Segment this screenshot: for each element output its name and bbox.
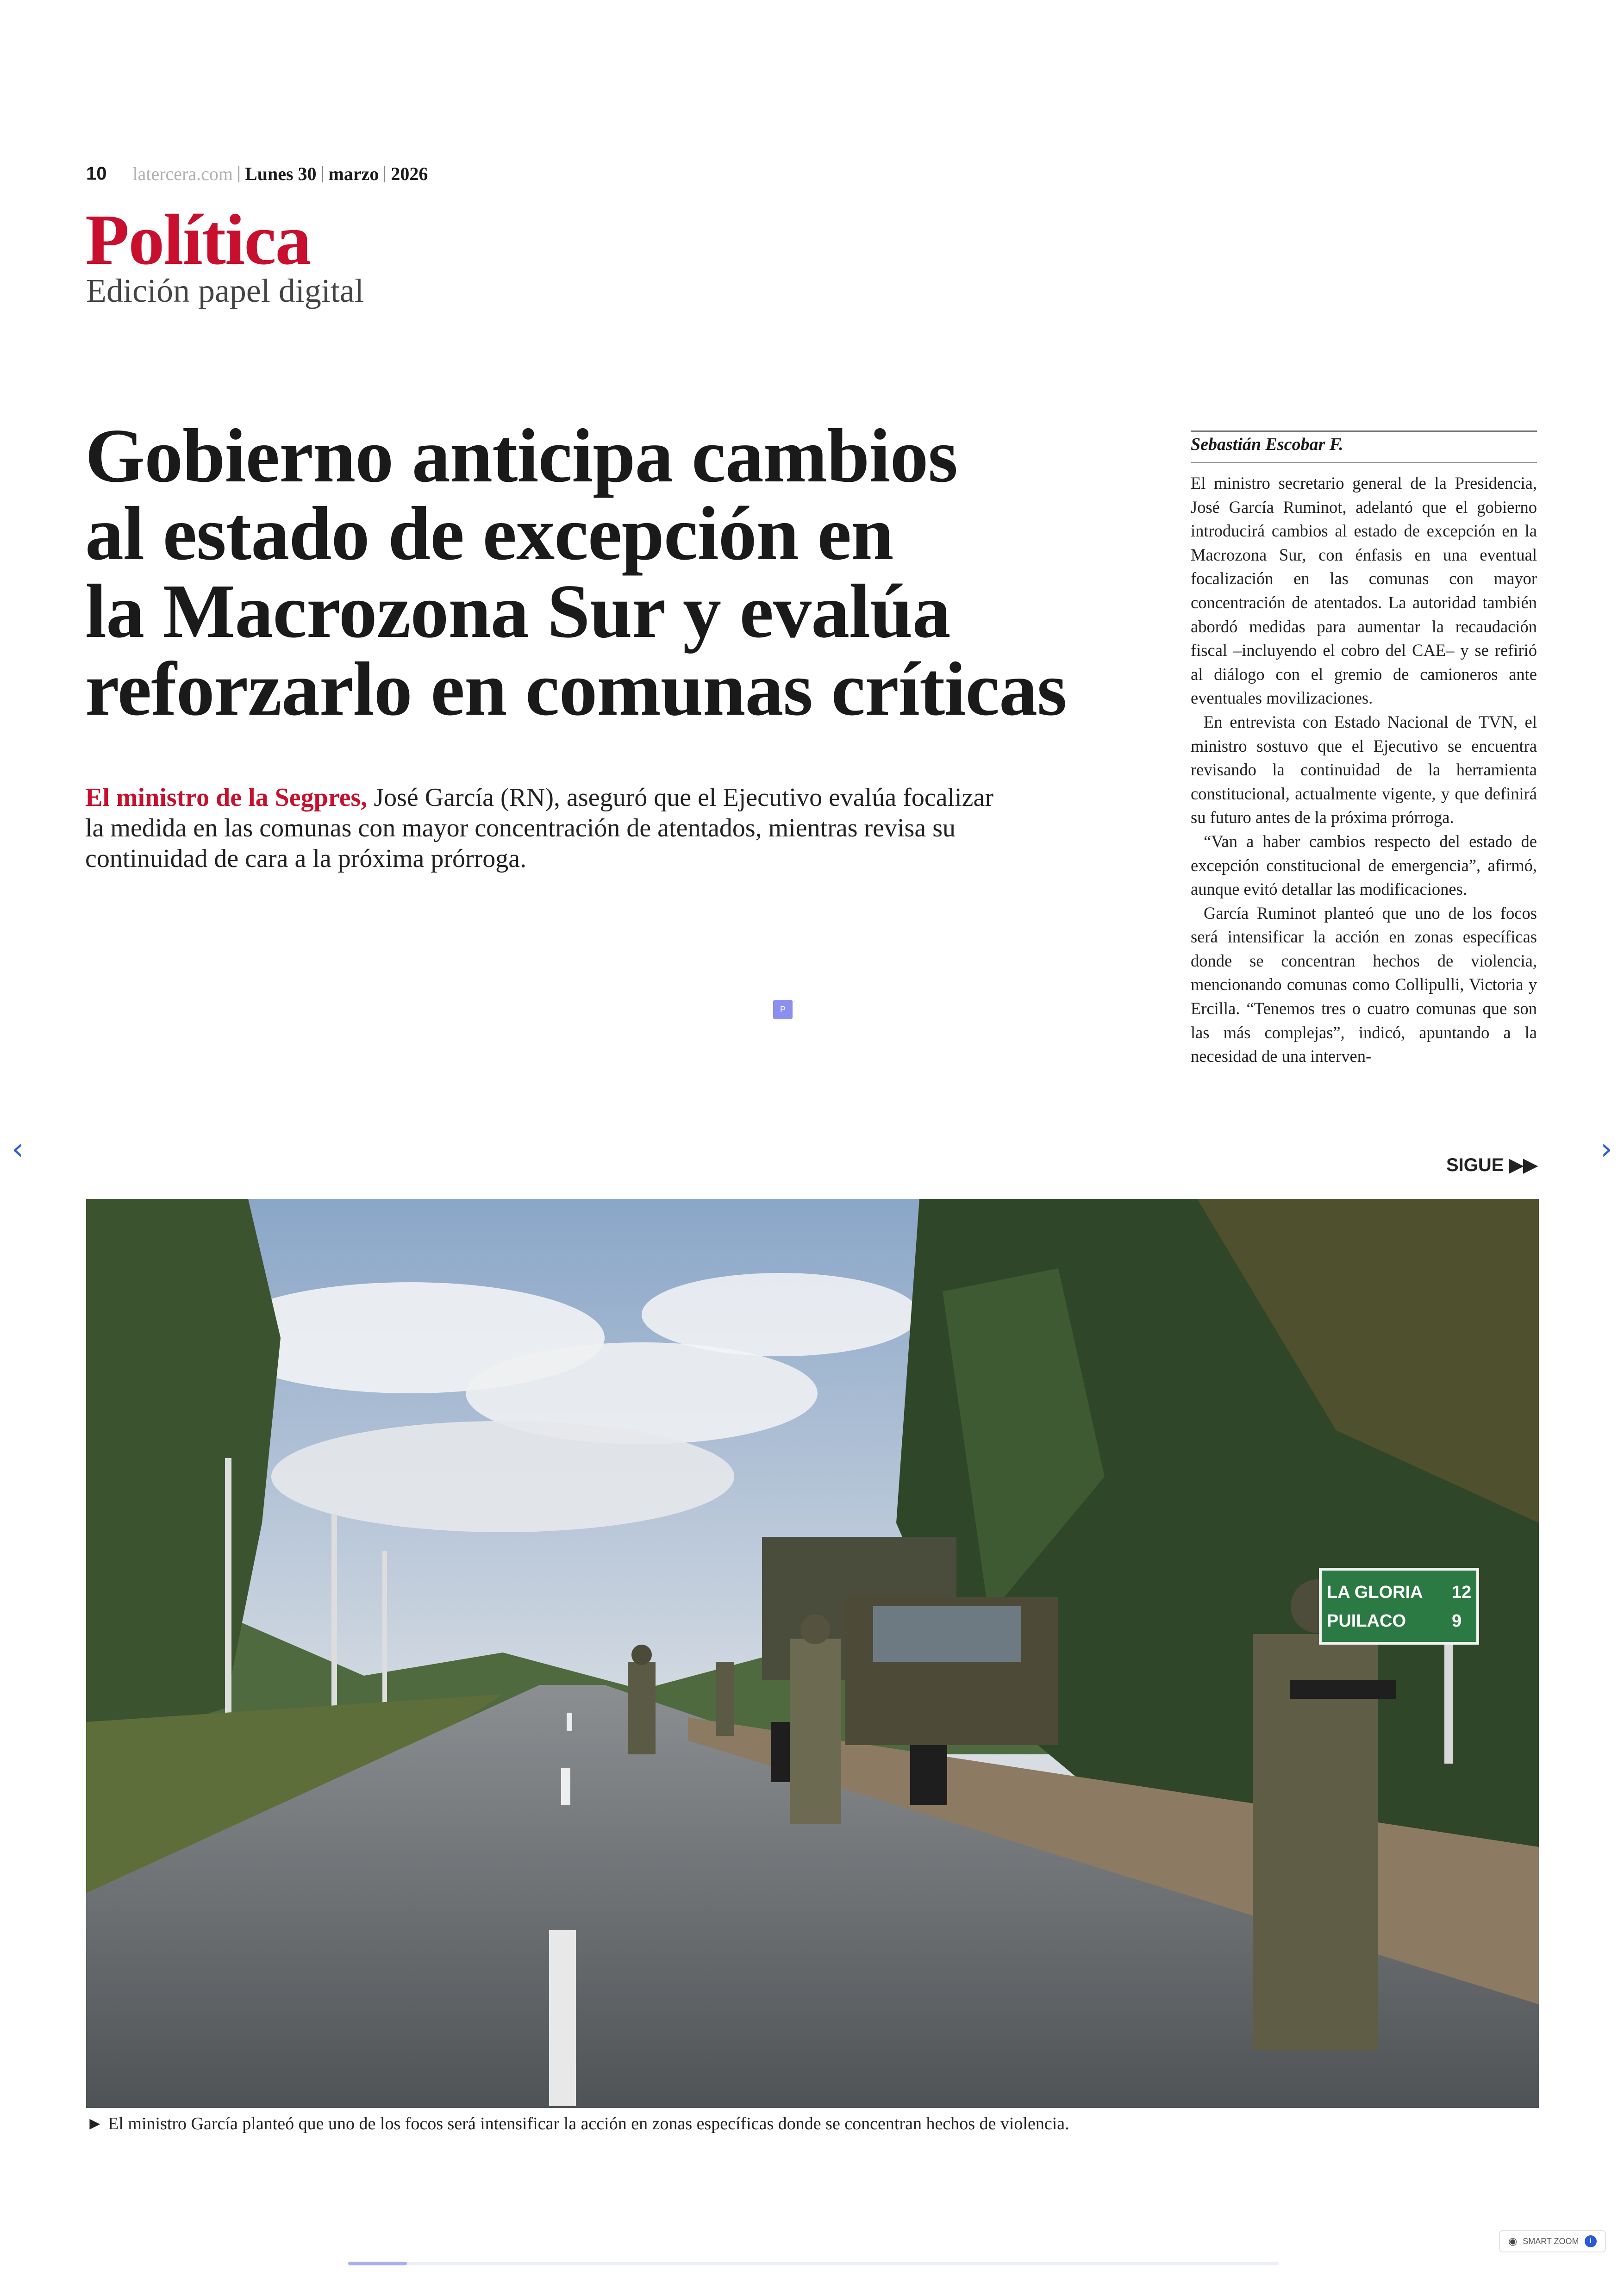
article-photo [86, 1199, 1539, 2108]
folio-line [86, 163, 428, 185]
issue-year: 2026 [391, 163, 428, 184]
body-paragraph: García Ruminot planteó que uno de los focos será intensificar la acción en zonas específicas donde se concentran hechos de violencia, mencionando comunas como Collipulli, Victoria y Ercilla. “Tenemos tres o cuatro comunas que son las más complejas”, indicó, apuntando a la necesidad de una interven- [1191, 903, 1537, 1066]
issue-month: marzo [328, 163, 379, 184]
sign-val1: 12 [1452, 1583, 1472, 1602]
page-number: 10 [86, 163, 107, 184]
body-paragraph: El ministro secretario general de la Presidencia, José García Ruminot, adelantó que el gobierno introducirá cambios al estado de excepción en la Macrozona Sur, con énfasis en una eventual focalización en las comunas con mayor concentración de atentados. La autoridad también abordó medidas para aumentar la recaudación fiscal –incluyendo el cobro del CAE– y se refirió al diálogo con el gremio de camioneros ante eventuales movilizaciones. [1191, 474, 1537, 708]
byline-rule [1191, 430, 1537, 432]
sign-val2: 9 [1452, 1611, 1462, 1631]
lede-text: José García (RN), aseguró que el Ejecutivo evalúa focalizar la medida en las comunas con mayor concentración de atentados, mientras revisa su continuidad de cara a la próxima prórroga. [85, 783, 994, 873]
info-icon[interactable]: i [1585, 2235, 1597, 2247]
divider [238, 166, 239, 182]
article-body [1191, 471, 1537, 1068]
eye-icon: ◉ [1508, 2235, 1518, 2247]
section-title: Política [85, 200, 311, 280]
body-paragraph: “Van a haber cambios respecto del estado de excepción constitucional de emergencia”, afirmó, aunque evitó detallar las modificaciones. [1191, 831, 1537, 899]
divider [322, 166, 323, 182]
body-paragraph: En entrevista con Estado Nacional de TVN, el ministro sostuvo que el Ejecutivo se encuentra revisando la continuidad de la herramienta constitucional, actualmente vigente, y que definirá su futuro antes de la próxima prórroga. [1191, 712, 1537, 827]
prev-page-icon[interactable]: ‹ [12, 1132, 24, 1166]
article-lede [85, 782, 1011, 874]
page-marker-icon[interactable]: P [773, 1000, 793, 1019]
progress-fill [348, 2262, 407, 2265]
headline-line: la Macrozona Sur y evalúa [85, 568, 950, 654]
headline-line: reforzarlo en comunas críticas [85, 646, 1067, 731]
article-headline [85, 413, 1168, 731]
article-byline: Sebastián Escobar F. [1191, 435, 1343, 454]
headline-line: Gobierno anticipa cambios [85, 413, 958, 498]
photo-caption: ► El ministro García planteó que uno de los focos será intensificar la acción en zonas específicas donde se concentran hechos de violencia. [86, 2114, 1069, 2133]
headline-line: al estado de excepción en [85, 491, 893, 576]
smart-zoom-button[interactable] [1499, 2230, 1606, 2252]
continue-link[interactable]: SIGUE ▶▶ [1446, 1155, 1538, 1175]
byline-rule [1191, 462, 1537, 463]
sign-line2: PUILACO [1327, 1611, 1406, 1631]
edition-label: Edición papel digital [86, 272, 364, 309]
site-name: latercera.com [132, 163, 233, 184]
zoom-label: SMART ZOOM [1523, 2236, 1579, 2246]
lede-lead: El ministro de la Segpres, [85, 783, 368, 812]
page-progress-bar[interactable] [348, 2262, 1279, 2265]
divider [384, 166, 385, 182]
sign-line1: LA GLORIA [1327, 1583, 1423, 1602]
issue-day: Lunes 30 [245, 163, 317, 184]
next-page-icon[interactable]: › [1600, 1132, 1612, 1166]
